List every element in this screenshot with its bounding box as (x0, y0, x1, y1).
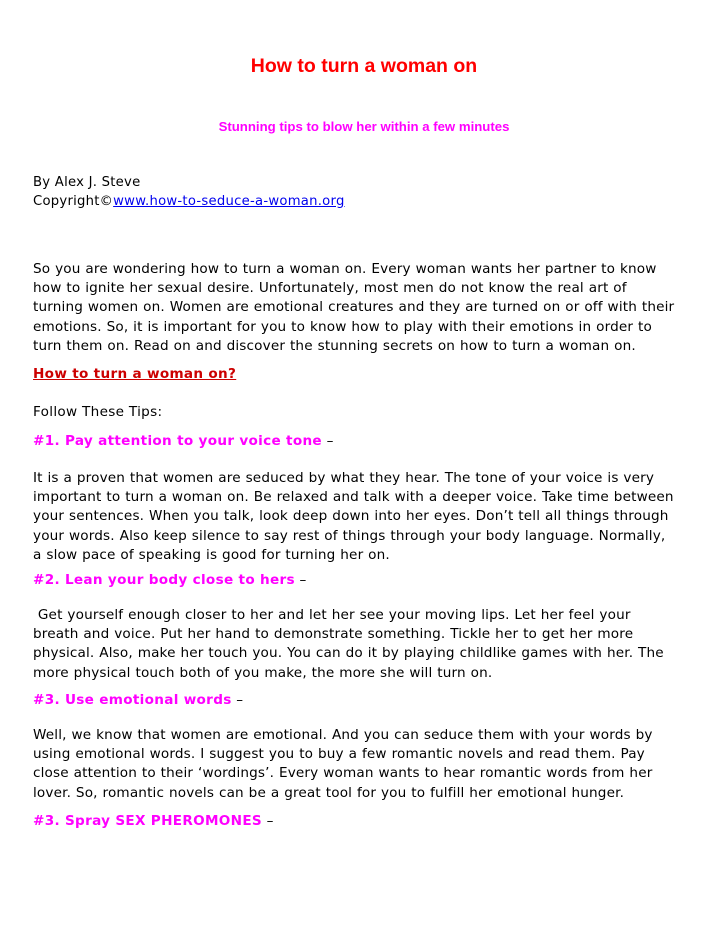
copyright-line (33, 192, 345, 211)
tip-heading (33, 692, 243, 708)
tip-line: your sentences. When you talk, look deep down into her eyes. Don’t tell all things through (33, 508, 669, 525)
tip-line: Well, we know that women are emotional. And you can seduce them with your words by (33, 727, 653, 743)
byline (33, 173, 345, 211)
tip-heading-text: #3. Use emotional words (33, 692, 232, 708)
tip-line: Get yourself enough closer to her and let her see your moving lips. Let her feel your (33, 607, 631, 623)
copyright-prefix: Copyright© (33, 194, 114, 209)
tip-dash: – (231, 692, 244, 708)
website-link[interactable]: www.how-to-seduce-a-woman.org (113, 194, 345, 209)
document-title: How to turn a woman on (250, 55, 478, 77)
intro-paragraph (33, 260, 697, 356)
tip-paragraph (33, 726, 697, 803)
tip-paragraph (33, 606, 697, 683)
tip-line: close attention to their ‘wordings’. Every woman wants to hear romantic words from her (33, 765, 653, 782)
document-subtitle: Stunning tips to blow her within a few minutes (218, 119, 510, 134)
tip-line: using emotional words. I suggest you to buy a few romantic novels and read them. Pay (33, 746, 645, 763)
intro-line: turning women on. Women are emotional creatures and they are turned on or off with their (33, 299, 675, 316)
tip-heading-text: #1. Pay attention to your voice tone (33, 433, 322, 449)
tip-heading (33, 572, 307, 588)
tip-heading-text: #2. Lean your body close to hers (33, 572, 295, 588)
tip-line: a slow pace of speaking is good for turning her on. (33, 546, 390, 563)
author-line: By Alex J. Steve (33, 175, 141, 190)
tip-dash: – (321, 433, 334, 449)
tip-heading (33, 813, 274, 829)
section-heading: How to turn a woman on? (33, 366, 237, 382)
tip-line: important to turn a woman on. Be relaxed and talk with a deeper voice. Take time between (33, 489, 674, 506)
tip-paragraph (33, 469, 697, 565)
tip-line: your words. Also keep silence to say rest of things through your body language. Normally, (33, 527, 666, 544)
tip-line: more physical touch both of you make, the more she will turn on. (33, 664, 493, 681)
tip-heading (33, 433, 334, 449)
tip-line: breath and voice. Put her hand to demonstrate something. Tickle her to get her more (33, 626, 634, 643)
intro-line: how to ignite her sexual desire. Unfortunately, most men do not know the real art of (33, 280, 627, 297)
tip-line: It is a proven that women are seduced by what they hear. The tone of your voice is very (33, 470, 655, 486)
tip-dash: – (262, 813, 274, 829)
tip-line: physical. Also, make her touch you. You can do it by playing childlike games with her. The (33, 645, 664, 662)
intro-line: turn them on. Read on and discover the stunning secrets on how to turn a woman on. (33, 337, 636, 354)
intro-line: emotions. So, it is important for you to know how to play with their emotions in order to (33, 318, 652, 335)
tip-dash: – (294, 572, 307, 588)
intro-line: So you are wondering how to turn a woman on. Every woman wants her partner to know (33, 261, 657, 277)
tip-heading-text: #3. Spray SEX PHEROMONES (33, 813, 262, 829)
tip-line: lover. So, romantic novels can be a great tool for you to fulfill her emotional hunger. (33, 784, 625, 801)
follow-tips-label: Follow These Tips: (33, 404, 163, 420)
